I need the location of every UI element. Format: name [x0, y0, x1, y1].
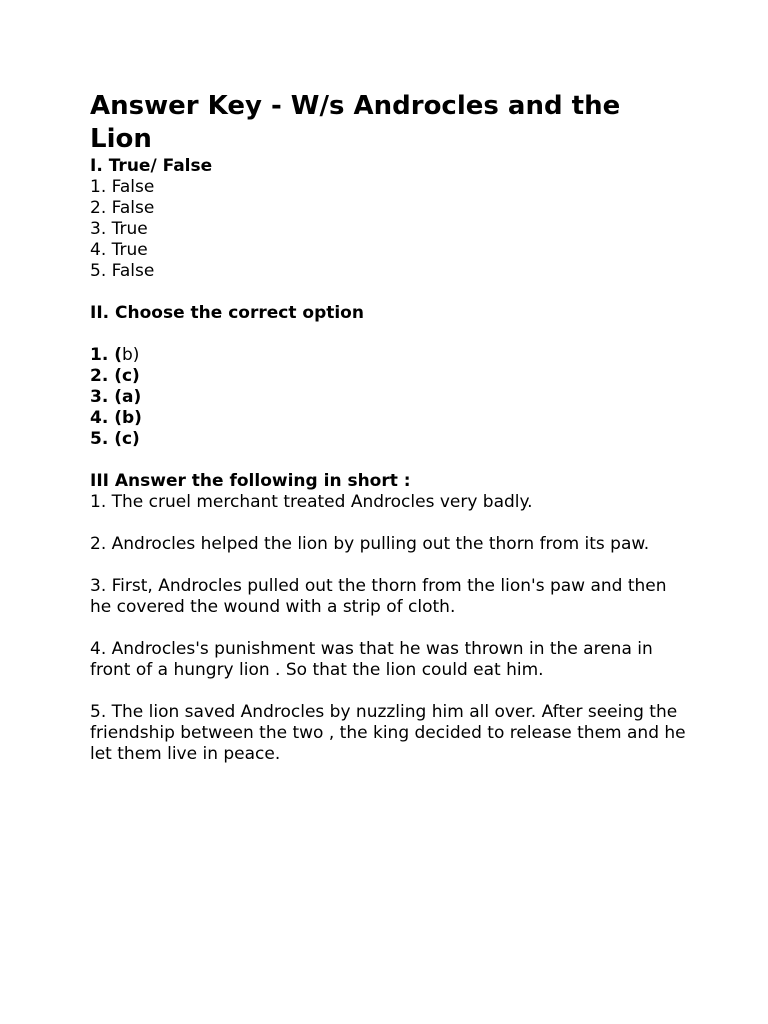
list-item: 5. (c): [90, 429, 140, 449]
page-title: Answer Key - W/s Androcles and the Lion: [90, 91, 621, 154]
answer-paragraph: 1. The cruel merchant treated Androcles very badly.: [90, 492, 533, 512]
answer-paragraph: 4. Androcles's punishment was that he was thrown in the arena in front of a hungry lion . So that the lion could eat him.: [90, 639, 653, 680]
list-item: [90, 345, 690, 366]
list-item: 3. True: [90, 219, 148, 239]
list-item: 3. (a): [90, 387, 142, 407]
list-item: 1. False: [90, 177, 155, 197]
section-heading: III Answer the following in short :: [90, 471, 411, 491]
section-short-answers: [90, 471, 690, 765]
answer-paragraph: 5. The lion saved Androcles by nuzzling him all over. After seeing the friendship between the two , the king decided to release them and he let them live in peace.: [90, 702, 686, 764]
list-item: 5. False: [90, 261, 155, 281]
answer-paragraph: 3. First, Androcles pulled out the thorn from the lion's paw and then he covered the wound with a strip of cloth.: [90, 576, 667, 617]
section-heading: II. Choose the correct option: [90, 303, 364, 323]
section-choose-option: [90, 303, 690, 450]
item-answer: b): [121, 345, 140, 365]
answer-paragraph: 2. Androcles helped the lion by pulling out the thorn from its paw.: [90, 534, 650, 554]
answer-key-document: [90, 90, 690, 765]
section-true-false: [90, 156, 690, 282]
list-item: 4. True: [90, 240, 148, 260]
list-item: 4. (b): [90, 408, 142, 428]
item-number: 1. (: [90, 345, 122, 365]
list-item: 2. (c): [90, 366, 140, 386]
list-item: 2. False: [90, 198, 155, 218]
section-heading: I. True/ False: [90, 156, 213, 176]
